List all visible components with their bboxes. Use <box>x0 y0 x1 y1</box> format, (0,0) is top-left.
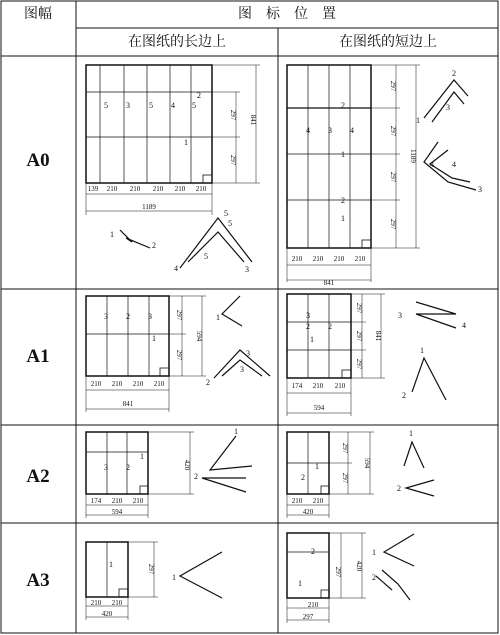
a1s-b0: 174 <box>291 382 303 390</box>
a0s-n1: 3 <box>328 126 332 135</box>
a2s-total: 420 <box>302 508 314 516</box>
a3-short-fold-sketch <box>372 534 414 600</box>
header-long-edge: 在图纸的长边上 <box>128 35 226 50</box>
a2l-n1: 2 <box>126 463 130 472</box>
a1-long-fold-sketch <box>206 296 270 387</box>
a2s-r0: 297 <box>341 442 349 454</box>
a1l-n2: 3 <box>148 312 152 321</box>
a1s-r1: 297 <box>355 330 363 342</box>
a2-fl1: 2 <box>194 472 198 481</box>
a2-fs0: 1 <box>409 429 413 438</box>
a2-short-diagram <box>287 432 374 518</box>
a3-fl0: 1 <box>172 573 176 582</box>
a1l-rtotal: 594 <box>195 330 203 342</box>
a2-fl0: 1 <box>234 427 238 436</box>
a0-short-fold-sketch <box>416 69 482 194</box>
a1l-b3: 210 <box>153 380 165 388</box>
a1-fs3: 2 <box>402 391 406 400</box>
a1-fl0: 1 <box>216 313 220 322</box>
a2s-r1: 297 <box>341 472 349 484</box>
a2s-n1: 1 <box>315 462 319 471</box>
a1-short-fold-sketch <box>398 302 466 400</box>
a0s-rtotal: 1189 <box>409 149 417 163</box>
a0-long-diagram <box>86 65 260 215</box>
a1s-r0: 297 <box>355 302 363 314</box>
a0l-n2: 5 <box>149 101 153 110</box>
a2-fs1: 2 <box>397 484 401 493</box>
a0-fb2: 4 <box>174 264 178 273</box>
a0-fa0: 1 <box>110 230 114 239</box>
a0-fb0: 5 <box>224 209 228 218</box>
a1l-b1: 210 <box>111 380 123 388</box>
a0-fb1: 5 <box>228 219 232 228</box>
a0l-i0: 2 <box>197 91 201 100</box>
a0l-n4: 5 <box>192 101 196 110</box>
a0s-b1: 210 <box>312 255 324 263</box>
a0l-b4: 210 <box>174 185 186 193</box>
a0l-n1: 3 <box>126 101 130 110</box>
a3l-total: 420 <box>101 610 113 618</box>
a0s-i3: 2 <box>341 196 345 205</box>
a3l-r0: 297 <box>147 563 155 575</box>
a0s-b0: 210 <box>291 255 303 263</box>
a3s-r0: 297 <box>334 566 342 578</box>
a0l-b5: 210 <box>195 185 207 193</box>
a1l-r0: 297 <box>175 309 183 321</box>
a0-fc0: 2 <box>452 69 456 78</box>
a0s-r3: 297 <box>389 218 397 230</box>
a2s-b0: 210 <box>291 497 303 505</box>
a0-fc2: 1 <box>416 116 420 125</box>
a0s-total: 841 <box>323 279 335 287</box>
a0l-b2: 210 <box>129 185 141 193</box>
a0l-total: 1189 <box>142 203 156 211</box>
a1s-n3: 1 <box>310 335 314 344</box>
header-position-label: 图 标 位 置 <box>238 7 336 22</box>
a1-long-diagram <box>86 296 206 412</box>
a1s-b2: 210 <box>334 382 346 390</box>
a2l-n0: 3 <box>104 463 108 472</box>
a1l-n0: 3 <box>104 312 108 321</box>
a1l-r1: 297 <box>175 349 183 361</box>
a0s-n2: 4 <box>350 126 354 135</box>
a3s-total: 297 <box>302 613 314 621</box>
size-a2: A2 <box>26 466 50 487</box>
a1s-r2: 297 <box>355 358 363 370</box>
a0-fb4: 3 <box>245 265 249 274</box>
a1l-total: 841 <box>122 400 134 408</box>
a0s-r2: 297 <box>389 171 397 183</box>
a3s-r1: 420 <box>355 560 363 572</box>
a0-fb3: 5 <box>204 252 208 261</box>
a0l-n0: 5 <box>104 101 108 110</box>
a3s-n0: 2 <box>311 547 315 556</box>
a3s-b0: 210 <box>307 601 319 609</box>
a1l-b2: 210 <box>132 380 144 388</box>
a2l-b0: 174 <box>90 497 102 505</box>
a0-fc5: 3 <box>478 185 482 194</box>
a0l-n3: 4 <box>171 101 175 110</box>
a0s-r0: 297 <box>389 80 397 92</box>
header-size-label: 图幅 <box>24 7 52 22</box>
size-a0: A0 <box>26 150 50 171</box>
a0s-r1: 297 <box>389 125 397 137</box>
a2-long-diagram <box>86 432 194 518</box>
a2-long-fold-sketch <box>194 427 252 492</box>
a0s-i0: 2 <box>341 101 345 110</box>
a1s-b1: 210 <box>312 382 324 390</box>
a0l-b1: 210 <box>106 185 118 193</box>
a1s-n1: 2 <box>306 322 310 331</box>
a0-long-fold-sketch <box>110 209 252 274</box>
a1-fl3: 3 <box>240 365 244 374</box>
size-a3: A3 <box>26 570 50 591</box>
a1l-i0: 1 <box>152 334 156 343</box>
a0-fa1: 2 <box>152 241 156 250</box>
a0-fc4: 4 <box>452 160 456 169</box>
a3s-n1: 1 <box>298 579 302 588</box>
a2l-total: 594 <box>111 508 123 516</box>
a0-short-diagram <box>287 65 420 287</box>
a2-short-fold-sketch <box>397 429 434 496</box>
a3-short-diagram <box>287 533 366 623</box>
a2l-b1: 210 <box>111 497 123 505</box>
a3-long-fold-sketch <box>172 552 222 598</box>
a3-fs0: 1 <box>372 548 376 557</box>
size-a1: A1 <box>26 346 50 367</box>
a0s-b2: 210 <box>333 255 345 263</box>
a1-fl1: 3 <box>246 349 250 358</box>
a0l-b0: 139 <box>87 185 99 193</box>
header-short-edge: 在图纸的短边上 <box>339 35 437 50</box>
a2l-n2: 1 <box>140 452 144 461</box>
a0l-i1: 1 <box>184 138 188 147</box>
a2l-b2: 210 <box>132 497 144 505</box>
a1s-rtotal: 841 <box>374 330 382 342</box>
a0l-b3: 210 <box>152 185 164 193</box>
a0l-r1: 297 <box>229 154 237 166</box>
a0s-b3: 210 <box>354 255 366 263</box>
a1s-n0: 3 <box>306 311 310 320</box>
a2s-n0: 2 <box>301 473 305 482</box>
a0-fc1: 3 <box>446 103 450 112</box>
a1l-b0: 210 <box>90 380 102 388</box>
a1s-total: 594 <box>313 404 325 412</box>
a0s-n0: 4 <box>306 126 310 135</box>
a0-fc3: 4 <box>430 160 434 169</box>
a0l-rtotal: 841 <box>249 114 257 126</box>
a1-fs2: 1 <box>420 346 424 355</box>
a3-long-diagram <box>86 542 158 620</box>
a3-fs1: 2 <box>372 573 376 582</box>
a2s-b1: 210 <box>312 497 324 505</box>
a2l-r0: 420 <box>183 459 191 471</box>
a3l-n0: 1 <box>109 560 113 569</box>
a0s-i1: 1 <box>341 150 345 159</box>
a1-fs1: 4 <box>462 321 466 330</box>
a1-short-diagram <box>287 294 385 416</box>
a0l-r0: 297 <box>229 109 237 121</box>
a3l-b1: 210 <box>111 599 123 607</box>
a3l-b0: 210 <box>90 599 102 607</box>
a1s-n2: 2 <box>328 322 332 331</box>
a1-fs0: 3 <box>398 311 402 320</box>
a2s-rtotal: 594 <box>363 457 371 469</box>
a1l-n1: 2 <box>126 312 130 321</box>
a0s-i2: 1 <box>341 214 345 223</box>
a1-fl2: 2 <box>206 378 210 387</box>
